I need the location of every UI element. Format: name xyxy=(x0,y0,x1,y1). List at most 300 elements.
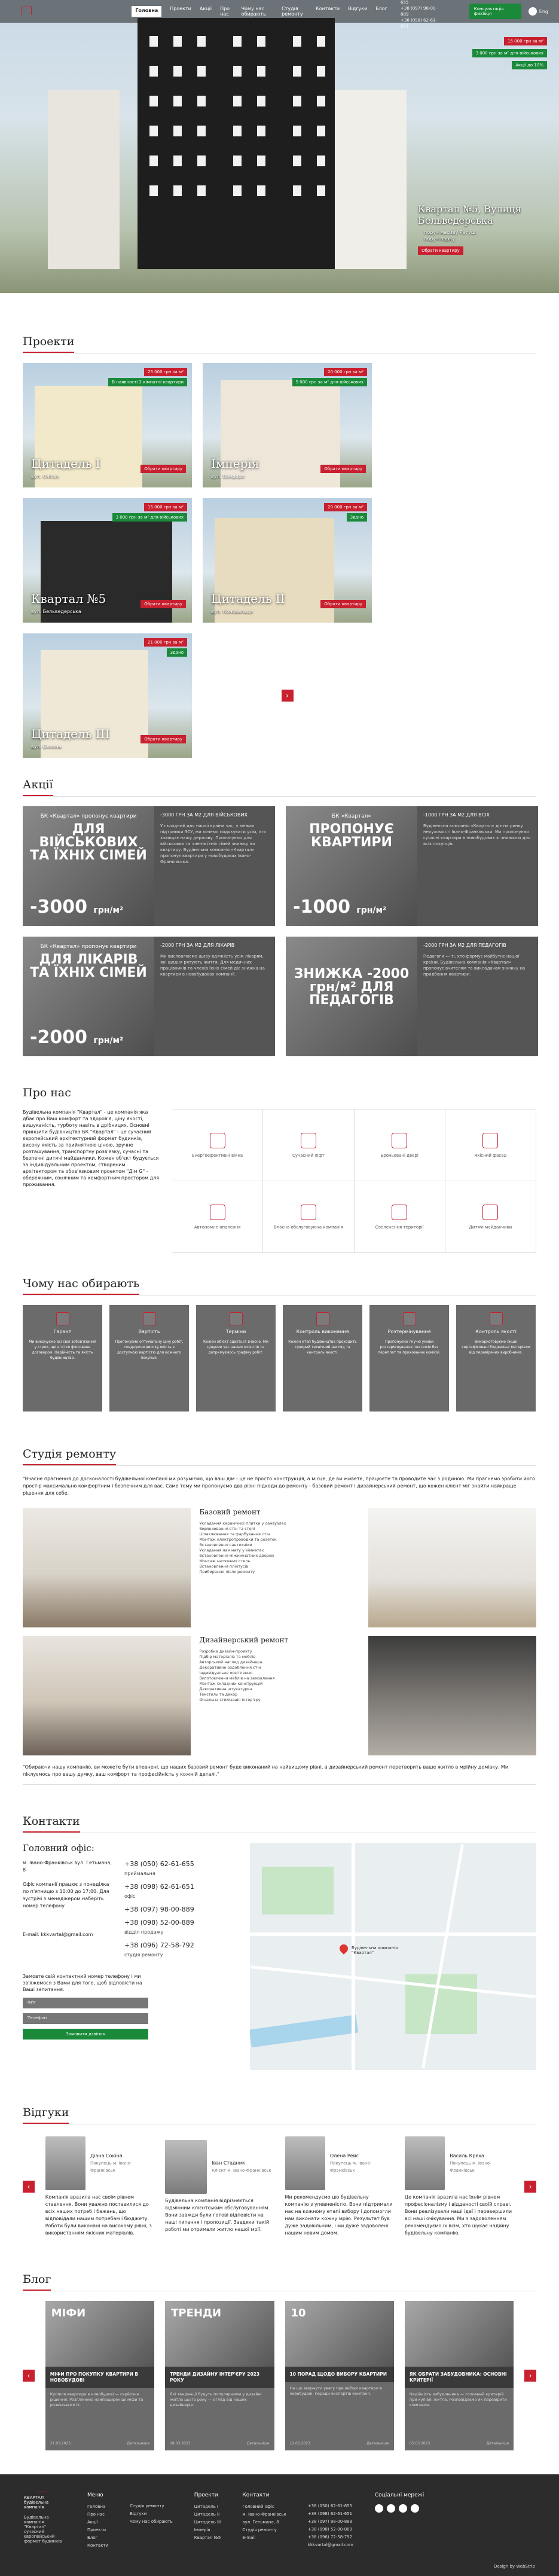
feature-label: Енергоефективні вікна xyxy=(192,1153,243,1158)
projects-grid xyxy=(23,363,537,758)
blog-post[interactable] xyxy=(285,2301,394,2450)
nav-item-contacts[interactable]: Контакти xyxy=(316,6,340,11)
design-repair-title: Дизайнерський ремонт xyxy=(199,1636,289,1644)
footer-project-link[interactable]: Цитадель І xyxy=(194,2504,219,2509)
heating-icon xyxy=(210,1205,225,1220)
why-card xyxy=(369,1305,449,1412)
footer-menu-title: Меню xyxy=(87,2492,103,2498)
feature-label: Автономне опалення xyxy=(194,1224,241,1230)
hero-caption xyxy=(418,203,549,255)
header-phones xyxy=(401,0,439,29)
feature-label: Сучасний ліфт xyxy=(292,1153,325,1158)
footer-contact-item: Студія ремонту xyxy=(242,2528,277,2532)
promo-card[interactable] xyxy=(23,806,275,926)
hero-badges xyxy=(472,37,547,69)
promo-unit: грн/м² xyxy=(93,1036,124,1045)
about-text: Будівельна компанія "Квартал" - це компанія яка дбає про Ваш комфорт та здоров'я, ціну якості, вишуканість, турботу навіть в дрібницях. Основні принципи будівництва БК "Квартал" - це сучасний європейський архітектурний формат будинків, високу якість за прийнятною ціною, зручне розташування, транспортну розв'язку, сучасні та безпечні дитячі майданчики. Кожен об'єкт будується за індивідуальним проектом, створеним архітектором та обов'язковим проектом "Дім G" - обережним, сонячним та комфортним простором для проживання. xyxy=(23,1109,160,1187)
why-card xyxy=(283,1305,362,1412)
window-icon xyxy=(210,1133,225,1148)
studio-image-design-1 xyxy=(23,1636,191,1755)
project-select-button[interactable]: Обрати квартиру xyxy=(140,600,186,608)
why-card-title: Контроль якості xyxy=(475,1329,517,1334)
hero-military-badge: 3 000 грн за м² для військових xyxy=(472,49,547,57)
globe-icon xyxy=(529,7,537,16)
project-card[interactable] xyxy=(203,363,372,487)
review-card xyxy=(285,2136,394,2237)
control-icon xyxy=(316,1312,329,1325)
blog-post[interactable] xyxy=(45,2301,154,2450)
reviewer-role: Покупець м. Івано-Франківськ xyxy=(450,2161,491,2173)
project-price-badge: 20 000 грн за м² xyxy=(324,368,367,376)
why-card-text: Кожен етап будівництва проходить суворий технічний нагляд та контроль якості. xyxy=(288,1340,357,1355)
post-image-caption: 10 xyxy=(291,2307,306,2319)
elevator-icon xyxy=(301,1133,316,1148)
reviewer-name: Олена Рейс xyxy=(329,2153,359,2159)
post-date: 12.03.2023 xyxy=(289,2441,310,2446)
footer-contact-item: E-mail xyxy=(242,2535,256,2540)
map-pin-icon[interactable] xyxy=(338,1943,350,1955)
feature-label: Якісний фасад xyxy=(474,1153,507,1158)
post-more-link[interactable]: Детальніше xyxy=(486,2441,509,2446)
hero-price-badge: 15 000 грн за м² xyxy=(504,37,547,45)
review-card xyxy=(45,2136,154,2237)
project-price-badge: 25 000 грн за м² xyxy=(144,368,187,376)
review-card xyxy=(405,2136,514,2237)
avatar xyxy=(285,2136,325,2190)
consult-button[interactable]: Консультація фахівця xyxy=(469,4,521,19)
basic-repair-item: Вирівнювання стін та стелі xyxy=(199,1526,255,1531)
project-select-button[interactable]: Обрати квартиру xyxy=(320,600,366,608)
studio-title: Студія ремонту xyxy=(23,1447,116,1465)
footer-project-link[interactable]: Квартал №5 xyxy=(194,2535,221,2540)
feature-item xyxy=(263,1109,354,1181)
reviews-title: Відгуки xyxy=(23,2106,69,2124)
nav-item-why[interactable]: Чому нас обирають xyxy=(241,6,266,17)
promos-grid xyxy=(23,806,536,1056)
header-phone[interactable]: 655 xyxy=(401,0,409,5)
project-card[interactable] xyxy=(23,633,192,758)
phone-label: студія ремонту xyxy=(124,1952,163,1958)
why-card-title: Гарант xyxy=(53,1329,72,1334)
phone-number: +38 (097) 98-00-889 xyxy=(124,1906,194,1913)
post-more-link[interactable]: Детальніше xyxy=(366,2441,389,2446)
project-card[interactable] xyxy=(23,363,192,487)
facebook-icon[interactable] xyxy=(375,2504,383,2513)
office-hours: Офіс компанії працює з понеділка по п'ятницю з 10:00 до 17:00. Для зустрічі з менеджером наберіть номер телефону xyxy=(23,1882,109,1909)
avatar xyxy=(405,2136,445,2190)
about-section xyxy=(0,1056,559,1253)
feature-label: Власна обслуговуюча компанія xyxy=(274,1224,343,1230)
callback-submit-button[interactable]: Замовити дзвінок xyxy=(23,2029,148,2040)
project-select-button[interactable]: Обрати квартиру xyxy=(140,735,186,743)
basic-repair-item: Укладання ламінату у кімнатах xyxy=(199,1548,264,1553)
design-repair-item: Розробка дизайн-проекту xyxy=(199,1649,252,1654)
nav-item-promos[interactable]: Акції xyxy=(199,6,212,11)
blog-post[interactable] xyxy=(165,2301,274,2450)
why-card-text: Пропонуємо гнучкі умови розтермінування платежів без переплат та прихованих комісій. xyxy=(378,1340,441,1355)
nav-item-reviews[interactable]: Відгуки xyxy=(348,6,368,11)
promo-top-text: БК «Квартал» пропонує квартири xyxy=(40,944,137,950)
post-image xyxy=(45,2301,154,2367)
design-repair-item: Декоративне оздоблення стін xyxy=(199,1665,261,1670)
promo-heading: -1000 ГРН ЗА М2 ДЛЯ ВСІХ xyxy=(423,812,490,818)
hero-cta-button[interactable]: Обрати квартиру xyxy=(418,246,463,255)
post-more-link[interactable]: Детальніше xyxy=(127,2441,150,2446)
promo-card[interactable] xyxy=(286,937,538,1056)
footer-phone[interactable]: +38 (097) 98-00-889 xyxy=(307,2519,353,2524)
post-image xyxy=(285,2301,394,2367)
promo-headline: ДЛЯ ЛІКАРІВ ТА ЇХНІХ СІМЕЙ xyxy=(30,952,147,980)
why-card-title: Терміни xyxy=(225,1329,246,1334)
project-name: Цитадель III xyxy=(31,727,110,741)
feature-item xyxy=(172,1109,263,1181)
project-card[interactable] xyxy=(23,498,192,623)
nav-item-home[interactable]: Головна xyxy=(132,6,161,17)
callback-text: Замовте свій контактний номер телефону і ми зв'яжемося з Вами для того, щоб відповісти на Ваші запитання. xyxy=(23,1974,142,1992)
feature-label: Броньовані двері xyxy=(380,1153,419,1158)
post-date: 05.03.2023 xyxy=(409,2441,430,2446)
post-excerpt: Надійність забудовника — головний критерій при купівлі житла. Розповідаємо як перевірити компанію. xyxy=(409,2392,507,2407)
guarantee-icon xyxy=(56,1312,69,1325)
feature-item xyxy=(445,1181,536,1253)
post-date: 21.03.2023 xyxy=(50,2441,71,2446)
project-select-button[interactable]: Обрати квартиру xyxy=(320,465,366,473)
studio-intro: "Вчасне прагнення до досконалості будівельної компанії ми розуміємо, що ваш дім - це не просто конструкція, а місце, де ви живете, працюєте та проводите час з родиною. Ми прагнемо зробити його простір максимально комфортним і безпечним для вас. Саме тому ми пропонуємо два різні підходи до ремонту - базовий ремонт і дизайнерський ремонт, що кожен клієнт міг знайти найкраще рішення для себе. xyxy=(23,1476,535,1496)
reviewer-name: Іван Стадник xyxy=(212,2160,245,2166)
footer-link[interactable]: Про нас xyxy=(87,2512,105,2517)
prev-arrow-icon[interactable]: ‹ xyxy=(23,2370,35,2382)
phone-number: +38 (098) 52-00-889 xyxy=(124,1919,194,1926)
promo-heading: -2000 ГРН ЗА М2 ДЛЯ ПЕДАГОГІВ xyxy=(423,943,506,948)
why-card-text: Ми виконуємо всі свої зобов'язання у строк, що є чітко фіксоване договором. Надійність та якість будівництва. xyxy=(29,1340,96,1360)
telegram-icon[interactable] xyxy=(399,2504,407,2513)
why-section xyxy=(0,1253,559,1412)
basic-repair-item: Прибирання після ремонту xyxy=(199,1569,255,1574)
instagram-icon[interactable] xyxy=(387,2504,395,2513)
basic-repair-item: Монтаж електропроводки та розеток xyxy=(199,1537,277,1542)
hero-bullet: поруч парку xyxy=(424,236,455,242)
basic-repair-title: Базовий ремонт xyxy=(199,1508,261,1516)
promo-top-text: БК «Квартал» xyxy=(332,813,371,819)
post-title: ТРЕНДИ ДИЗАЙНУ ІНТЕР'ЄРУ 2023 РОКУ xyxy=(165,2367,274,2388)
name-input[interactable]: Ім'я xyxy=(23,1998,148,2008)
hero xyxy=(0,0,559,293)
promo-amount: -1000 xyxy=(293,897,350,917)
post-title: МІФИ ПРО ПОКУПКУ КВАРТИРИ В НОВОБУДОВІ xyxy=(45,2367,154,2388)
playground-icon xyxy=(482,1205,498,1220)
why-grid xyxy=(23,1305,536,1412)
footer-projects-title: Проекти xyxy=(194,2492,218,2498)
promos-title: Акції xyxy=(23,778,53,796)
price-icon xyxy=(143,1312,156,1325)
promo-text: Ми висловлюємо щиру вдячність усім лікарям, які щодня рятують життя. Для медичних працівників та членів їхніх сімей діє знижка на квартири в новобудовах компанії. xyxy=(160,954,265,977)
why-card-title: Розтермінування xyxy=(387,1329,431,1334)
project-address: вул. Бандери xyxy=(211,474,245,479)
feature-label: Озеленення території xyxy=(375,1224,424,1230)
nav-item-studio[interactable]: Студія ремонту xyxy=(282,6,303,17)
hero-building-left xyxy=(48,90,120,269)
phone-number: +38 (098) 62-61-651 xyxy=(124,1883,194,1891)
project-select-button[interactable]: Обрати квартиру xyxy=(140,465,186,473)
promo-headline: ЗНИЖКА -2000 грн/м² ДЛЯ ПЕДАГОГІВ xyxy=(294,967,410,1008)
footer-contact-item: вул. Гетьмана, 8 xyxy=(242,2520,279,2525)
blog-section xyxy=(0,2237,559,2450)
phone-label: приймальня xyxy=(124,1871,155,1876)
contacts-section xyxy=(0,1785,559,2070)
design-repair-item: Підбір матеріалів та меблів xyxy=(199,1654,256,1659)
promo-heading: -3000 ГРН ЗА М2 ДЛЯ ВІЙСЬКОВИХ xyxy=(160,812,248,818)
phone-label: відділ продажу xyxy=(124,1929,164,1935)
youtube-icon[interactable] xyxy=(411,2504,419,2513)
nav-menu xyxy=(132,6,387,17)
basic-repair-item: Укладання керамічної плитки у санвузлах xyxy=(199,1521,286,1526)
footer-link[interactable]: Проекти xyxy=(87,2528,106,2532)
project-name: Квартал №5 xyxy=(31,592,106,606)
promo-unit: грн/м² xyxy=(356,906,387,915)
promo-card[interactable] xyxy=(286,806,538,926)
footer-link[interactable]: Акції xyxy=(87,2520,98,2525)
avatar xyxy=(165,2140,207,2194)
post-image-caption: ТРЕНДИ xyxy=(171,2307,222,2319)
office-title: Головний офіс: xyxy=(23,1843,94,1853)
promo-text: У складний для нашої країни час, у межах підтримки ЗСУ, ми хочемо подякувати усім, хто захищає нашу державу. Пропонуємо для військових та членів їхніх сімей знижку на квартиру. Будівельна компанія «Квартал» пропонує квартири у новобудовах Івано-Франківська. xyxy=(160,824,267,864)
contacts-title: Контакти xyxy=(23,1815,80,1833)
project-price-badge: 15 000 грн за м² xyxy=(144,503,187,511)
reviewer-role: Покупець м. Івано-Франківськ xyxy=(90,2161,132,2173)
feature-item xyxy=(355,1181,445,1253)
design-repair-item: Фінальна стилізація інтер'єру xyxy=(199,1697,261,1702)
promo-unit: грн/м² xyxy=(93,906,124,915)
footer-project-link[interactable]: Цитадель ІІ xyxy=(194,2512,220,2517)
post-title: 10 ПОРАД ЩОДО ВИБОРУ КВАРТИРИ xyxy=(285,2367,394,2382)
project-address: вул. Оккона xyxy=(31,744,62,749)
promo-card[interactable] xyxy=(23,937,275,1056)
feature-label: Дитячі майданчики xyxy=(469,1224,512,1230)
studio-image-basic-2 xyxy=(368,1508,536,1627)
footer-link[interactable]: Чому нас обирають xyxy=(130,2519,173,2524)
header-phone[interactable]: +38 (097) 98-00-889 xyxy=(401,6,437,17)
promo-text: Педагоги — ті, хто формує майбутнє нашої країни. Будівельна компанія «Квартал» пропонує вчителям та викладачам знижку на придбання квартири. xyxy=(423,954,526,977)
post-image xyxy=(405,2301,514,2367)
studio-section xyxy=(0,1412,559,1785)
project-status-badge: Здано xyxy=(347,513,367,522)
reviews-section xyxy=(0,2070,559,2237)
footer-link[interactable]: Відгуки xyxy=(130,2511,147,2516)
project-address: вул. Коновальця xyxy=(211,609,253,614)
contact-phone[interactable] xyxy=(124,1918,194,1937)
promo-headline: ДЛЯ ВІЙСЬКОВИХ ТА ЇХНІХ СІМЕЙ xyxy=(30,822,147,863)
design-repair-item: Декоративна штукатурка xyxy=(199,1687,252,1691)
header-phone[interactable]: +38 (098) 62-61-651 xyxy=(401,18,437,29)
project-status-badge: 5 000 грн за м² для військових xyxy=(292,378,367,386)
feature-item xyxy=(355,1109,445,1181)
logo[interactable] xyxy=(11,3,42,20)
quality-icon xyxy=(490,1312,503,1325)
why-card-text: Використовуємо лише сертифіковані будівельні матеріали від перевірених виробників. xyxy=(462,1340,530,1355)
post-more-link[interactable]: Детальніше xyxy=(246,2441,270,2446)
basic-repair-item: Шпаклювання та фарбування стін xyxy=(199,1532,270,1537)
next-arrow-icon[interactable]: › xyxy=(524,2370,536,2382)
nav-item-about[interactable]: Про нас xyxy=(220,6,230,17)
why-card xyxy=(456,1305,536,1412)
footer-about: Будівельна компанія "Квартал" сучасний європейський формат будинків xyxy=(24,2515,62,2544)
project-status-badge: Здано xyxy=(167,648,187,657)
features-grid xyxy=(172,1109,536,1253)
service-icon xyxy=(301,1205,316,1220)
promos-section xyxy=(0,758,559,1056)
footer-email[interactable]: kkkvartal@gmail.com xyxy=(307,2543,353,2547)
door-icon xyxy=(392,1133,407,1148)
design-repair-item: Авторський нагляд дизайнера xyxy=(199,1660,262,1665)
project-status-badge: 3 000 грн за м² для військових xyxy=(112,513,187,522)
footer-link[interactable]: Контакти xyxy=(87,2543,109,2548)
why-card xyxy=(109,1305,189,1412)
why-title: Чому нас обирають xyxy=(23,1277,139,1295)
footer-contacts-title: Контакти xyxy=(242,2492,270,2498)
project-name: Цитадель I xyxy=(31,456,100,471)
design-repair-item: Текстиль та декор xyxy=(199,1692,238,1697)
office-email[interactable]: E-mail: kkkvartal@gmail.com xyxy=(23,1932,93,1937)
next-arrow-icon[interactable]: › xyxy=(282,690,294,702)
blog-title: Блог xyxy=(23,2273,51,2291)
project-status-badge: В наявності 2 кімнатні квартири xyxy=(108,378,187,386)
promo-amount: -3000 xyxy=(30,897,87,917)
basic-repair-item: Встановлення сантехніки xyxy=(199,1542,252,1547)
contact-phone[interactable] xyxy=(124,1905,194,1915)
footer-contact-item: м. Івано-Франківськ xyxy=(242,2512,286,2517)
clock-icon xyxy=(230,1312,243,1325)
promo-text: Будівельна компанія «Квартал» діє на ринку нерухомості Івано-Франківська. Ми пропонуємо сучасні квартири в новобудовах зі знижкою для всіх покупців. xyxy=(423,824,531,846)
project-name: Цитадель II xyxy=(211,592,285,606)
why-card xyxy=(23,1305,102,1412)
footer-phone[interactable]: +38 (096) 72-58-792 xyxy=(307,2535,353,2540)
phone-number: +38 (096) 72-58-792 xyxy=(124,1941,194,1949)
hero-title: Квартал №5, Вулиця Бельведерська xyxy=(418,203,521,226)
nav-item-projects[interactable]: Проекти xyxy=(170,6,191,11)
basic-repair-item: Встановлення міжкімнатних дверей xyxy=(199,1553,274,1558)
project-card[interactable] xyxy=(203,498,372,623)
post-excerpt: Які тенденції будуть популярними у дизайні житла цього року — огляд від наших дизайнерів. xyxy=(170,2392,262,2407)
design-repair-item: Індивідуальне освітлення xyxy=(199,1670,252,1675)
why-card-text: Пропонуємо оптимальну ціну робіт, поєднуючи високу якість з доступною вартістю для кожного покупця. xyxy=(115,1340,184,1360)
contact-phone[interactable] xyxy=(124,1882,194,1901)
phone-number: +38 (050) 62-61-655 xyxy=(124,1860,194,1868)
studio-image-design-2 xyxy=(368,1636,536,1755)
tree-icon xyxy=(392,1205,407,1220)
feature-item xyxy=(172,1181,263,1253)
promo-headline: ПРОПОНУЄ КВАРТИРИ xyxy=(309,822,394,850)
hero-building-right xyxy=(335,90,407,269)
why-card xyxy=(196,1305,276,1412)
footer-phone[interactable]: +38 (050) 62-61-655 xyxy=(307,2504,353,2508)
design-repair-item: Виготовлення меблів на замовлення xyxy=(199,1676,275,1681)
nav-item-blog[interactable]: Блог xyxy=(375,6,387,11)
basic-repair-item: Монтаж натяжних стель xyxy=(199,1559,251,1563)
promo-amount: -2000 xyxy=(30,1027,87,1048)
about-title: Про нас xyxy=(23,1086,71,1099)
top-navigation xyxy=(0,0,559,29)
hero-bullet: поруч масиву Ратуші xyxy=(424,230,477,235)
post-image xyxy=(165,2301,274,2367)
map[interactable] xyxy=(250,1843,536,2070)
post-date: 18.03.2023 xyxy=(170,2441,191,2446)
footer-logo[interactable] xyxy=(24,2492,60,2509)
review-text: Це компанія вразила нас їхнім рівнем професіоналізму і відданості своїй справі. Вони реалізували наші ідеї і перевершили всі наші очікування. Ми з задоволенням рекомендуємо їх всім, хто шукає надійну будівельну компанію. xyxy=(404,2194,512,2236)
phone-input[interactable]: Телефон xyxy=(23,2013,148,2024)
avatar xyxy=(45,2136,85,2190)
promo-top-text: БК «Квартал» пропонує квартири xyxy=(40,813,137,819)
footer-link[interactable]: Студія ремонту xyxy=(130,2504,164,2508)
why-card-title: Контроль виконання xyxy=(296,1329,349,1334)
reviewer-role: Клієнт м. Івано-Франківськ xyxy=(212,2168,271,2173)
hero-promo-badge: Акції до 10% xyxy=(512,61,547,69)
prev-arrow-icon[interactable]: ‹ xyxy=(23,2181,35,2193)
feature-item xyxy=(445,1109,536,1181)
footer-social-title: Соціальні мережі xyxy=(374,2492,424,2498)
phone-label: офіс xyxy=(124,1894,136,1899)
map-label: Будівельна компанія "Квартал" xyxy=(352,1946,398,1955)
footer-phone[interactable]: +38 (098) 62-61-651 xyxy=(307,2511,353,2516)
post-title: ЯК ОБРАТИ ЗАБУДОВНИКА: ОСНОВНІ КРИТЕРІЇ xyxy=(405,2367,514,2388)
why-card-text: Кожен об'єкт здається вчасно. Ми цінуємо час наших клієнтів та дотримуємось графіку робіт. xyxy=(203,1340,268,1355)
basic-repair-item: Встановлення плінтусів xyxy=(199,1564,249,1569)
why-card-title: Вартість xyxy=(138,1329,160,1334)
review-text: Ми рекомендуємо цю будівельну компанію з упевненістю. Вони підтримали нас на кожному етапі вибору і допомогли нам виконати кожну мрію. Результат був дуже задовільним, і ми дуже задоволені нашим новим домом. xyxy=(285,2194,393,2236)
project-address: вул. Бельведерська xyxy=(31,609,81,614)
footer-project-link[interactable]: Імперія xyxy=(194,2528,210,2532)
project-price-badge: 20 000 грн за м² xyxy=(324,503,367,511)
design-credit[interactable]: Design by WebStrip xyxy=(494,2564,535,2569)
projects-title: Проекти xyxy=(23,335,74,353)
project-name: Імперія xyxy=(211,456,259,471)
language-label: Eng xyxy=(539,8,548,14)
studio-image-basic-1 xyxy=(23,1508,191,1627)
projects-section xyxy=(0,293,559,758)
footer-contact-item: Головний офіс xyxy=(242,2504,274,2509)
hero-building-main xyxy=(138,18,335,269)
footer-phone[interactable]: +38 (098) 52-00-889 xyxy=(307,2527,353,2532)
review-text: Будівельна компанія відрізняється відмінним клієнтським обслуговуванням. Вони завжди були готові відповісти на наші питання і пропозиції. Завдяки такій роботі ми отримали житло нашої мрії. xyxy=(165,2198,270,2232)
language-switch[interactable] xyxy=(529,7,548,16)
review-text: Компанія вразила нас своїм рівнем ставлення. Вони уважно поставилися до всіх наших потреб і бажань, що відповідали нашим потребам і бюджету. Роботи були виконані на високому рівні, з використанням якісних матеріалів. xyxy=(45,2194,152,2236)
post-excerpt: Купівля квартири в новобудові — серйозне рішення. Розглянемо найпоширеніші міфи та розвінчаємо їх. xyxy=(50,2392,143,2407)
contact-phone[interactable] xyxy=(124,1941,194,1960)
contact-phone[interactable] xyxy=(124,1859,194,1879)
footer-logo-text: КВАРТАЛ будівельна компанія xyxy=(24,2495,49,2510)
feature-item xyxy=(263,1181,354,1253)
facade-icon xyxy=(482,1133,498,1148)
project-address: вул. Єнісея xyxy=(31,474,59,479)
studio-note: "Обираючи нашу компанію, ви можете бути впевнені, що наших базовий ремонт буде виконаний на найвищому рівні, а дизайнерський ремонт перетворить ваше житло в мрійну домівку. Ми піклуємось про вашу думку, ваш комфорт та професійність у кожній деталі." xyxy=(23,1764,536,1785)
blog-post[interactable] xyxy=(405,2301,514,2450)
footer-project-link[interactable]: Цитадель ІІІ xyxy=(194,2520,221,2525)
post-excerpt: На що звернути увагу при виборі квартири в новобудові: поради експертів компанії. xyxy=(289,2386,383,2396)
next-arrow-icon[interactable]: › xyxy=(524,2181,536,2193)
reviewer-name: Діана Сокіна xyxy=(90,2153,123,2159)
projects-nav xyxy=(203,633,372,758)
promo-heading: -2000 ГРН ЗА М2 ДЛЯ ЛІКАРІВ xyxy=(160,943,235,948)
design-repair-item: Монтаж складних конструкцій xyxy=(199,1681,263,1686)
footer-link[interactable]: Блог xyxy=(87,2535,98,2540)
installment-icon xyxy=(403,1312,416,1325)
footer xyxy=(0,2474,559,2576)
review-card xyxy=(165,2140,274,2233)
office-address: м. Івано-Франківськ вул. Гетьмана, 8 xyxy=(23,1860,112,1873)
footer-link[interactable]: Головна xyxy=(87,2504,106,2509)
project-price-badge: 21 000 грн за м² xyxy=(144,638,187,647)
reviewer-name: Василь Креха xyxy=(450,2153,484,2159)
post-image-caption: МІФИ xyxy=(51,2307,86,2319)
